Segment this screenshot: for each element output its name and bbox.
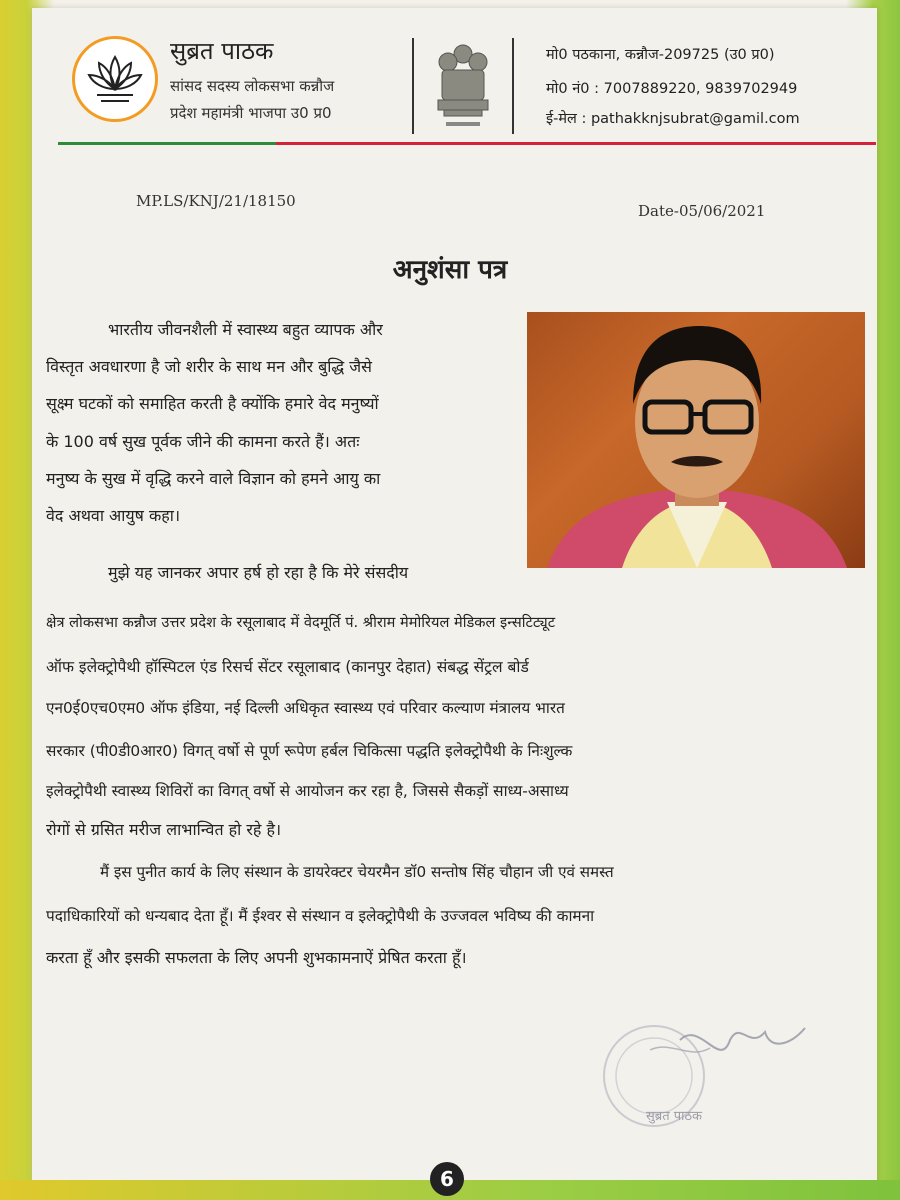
para1-line: वेद अथवा आयुष कहा। (46, 506, 181, 525)
reference-number: MP.LS/KNJ/21/18150 (136, 192, 296, 210)
mp-name: सुब्रत पाठक (170, 37, 274, 65)
para1-line: के 100 वर्ष सुख पूर्वक जीने की कामना करते हैं। अतः (46, 432, 360, 451)
para2-line: ऑफ इलेक्ट्रोपैथी हॉस्पिटल एंड रिसर्च सेंटर रसूलाबाद (कानपुर देहात) संबद्ध सेंट्रल बोर्ड (46, 658, 529, 676)
para3-line: पदाधिकारियों को धन्यबाद देता हूँ। मैं ईश्वर से संस्थान व इलेक्ट्रोपैथी के उज्जवल भविष्य की कामना (46, 907, 595, 925)
header-divider-right (512, 38, 514, 134)
national-emblem-icon (428, 36, 498, 136)
stamp-seal (590, 1010, 820, 1130)
para2-line: सरकार (पी0डी0आर0) विगत् वर्षो से पूर्ण रूपेण हर्बल चिकित्सा पद्धति इलेक्ट्रोपैथी के निःशुल्क (46, 742, 573, 760)
mobile-numbers: मो0 नं0 : 7007889220, 9839702949 (546, 81, 798, 97)
address: मो0 पठकाना, कन्नौज-209725 (उ0 प्र0) (546, 47, 775, 63)
para2-line: इलेक्ट्रोपैथी स्वास्थ्य शिविरों का विगत् वर्षो से आयोजन कर रहा है, जिससे सैकड़ों साध्य-असाध्य (46, 782, 569, 800)
national-emblem (428, 36, 498, 136)
header-rule-red (276, 142, 876, 145)
header-divider-left (412, 38, 414, 134)
page-number: 6 (430, 1162, 464, 1196)
para1-line: सूक्ष्म घटकों को समाहित करती है क्योंकि हमारे वेद मनुष्यों (46, 394, 379, 413)
lotus-icon (85, 49, 145, 109)
mp-photo (527, 312, 865, 568)
para2-line: क्षेत्र लोकसभा कन्नौज उत्तर प्रदेश के रसूलाबाद में वेदमूर्ति पं. श्रीराम मेमोरियल मेडिकल इन्सटिट्यूट (46, 614, 556, 631)
para1-line: भारतीय जीवनशैली में स्वास्थ्य बहुत व्यापक और (108, 320, 383, 339)
designation-mp: सांसद सदस्य लोकसभा कन्नौज (170, 77, 335, 95)
para2-line: एन0ई0एच0एम0 ऑफ इंडिया, नई दिल्ली अधिकृत स्वास्थ्य एवं परिवार कल्याण मंत्रालय भारत (46, 699, 565, 717)
stamp-text: सुब्रत पाठक (646, 1109, 703, 1124)
portrait-image (527, 312, 865, 568)
designation-party: प्रदेश महामंत्री भाजपा उ0 प्र0 (170, 104, 332, 122)
signature-stamp (590, 1010, 820, 1130)
para1-line: मनुष्य के सुख में वृद्धि करने वाले विज्ञान को हमने आयु का (46, 469, 381, 488)
para3-line: मैं इस पुनीत कार्य के लिए संस्थान के डायरेक्टर चेयरमैन डॉ0 सन्तोष सिंह चौहान जी एवं समस्त (100, 863, 614, 881)
para2-line: रोगों से ग्रसित मरीज लाभान्वित हो रहे है। (46, 820, 282, 839)
header-rule-green (58, 142, 276, 145)
letter-date: Date-05/06/2021 (638, 202, 766, 220)
bjp-logo (72, 36, 158, 122)
para2-line: मुझे यह जानकर अपार हर्ष हो रहा है कि मेरे संसदीय (108, 563, 409, 582)
para3-line: करता हूँ और इसकी सफलता के लिए अपनी शुभकामनाऐं प्रेषित करता हूँ। (46, 948, 467, 967)
para1-line: विस्तृत अवधारणा है जो शरीर के साथ मन और बुद्धि जैसे (46, 357, 372, 376)
letter-title: अनुशंसा पत्र (392, 255, 508, 285)
email-address: ई-मेल : pathakknjsubrat@gamil.com (546, 111, 800, 127)
